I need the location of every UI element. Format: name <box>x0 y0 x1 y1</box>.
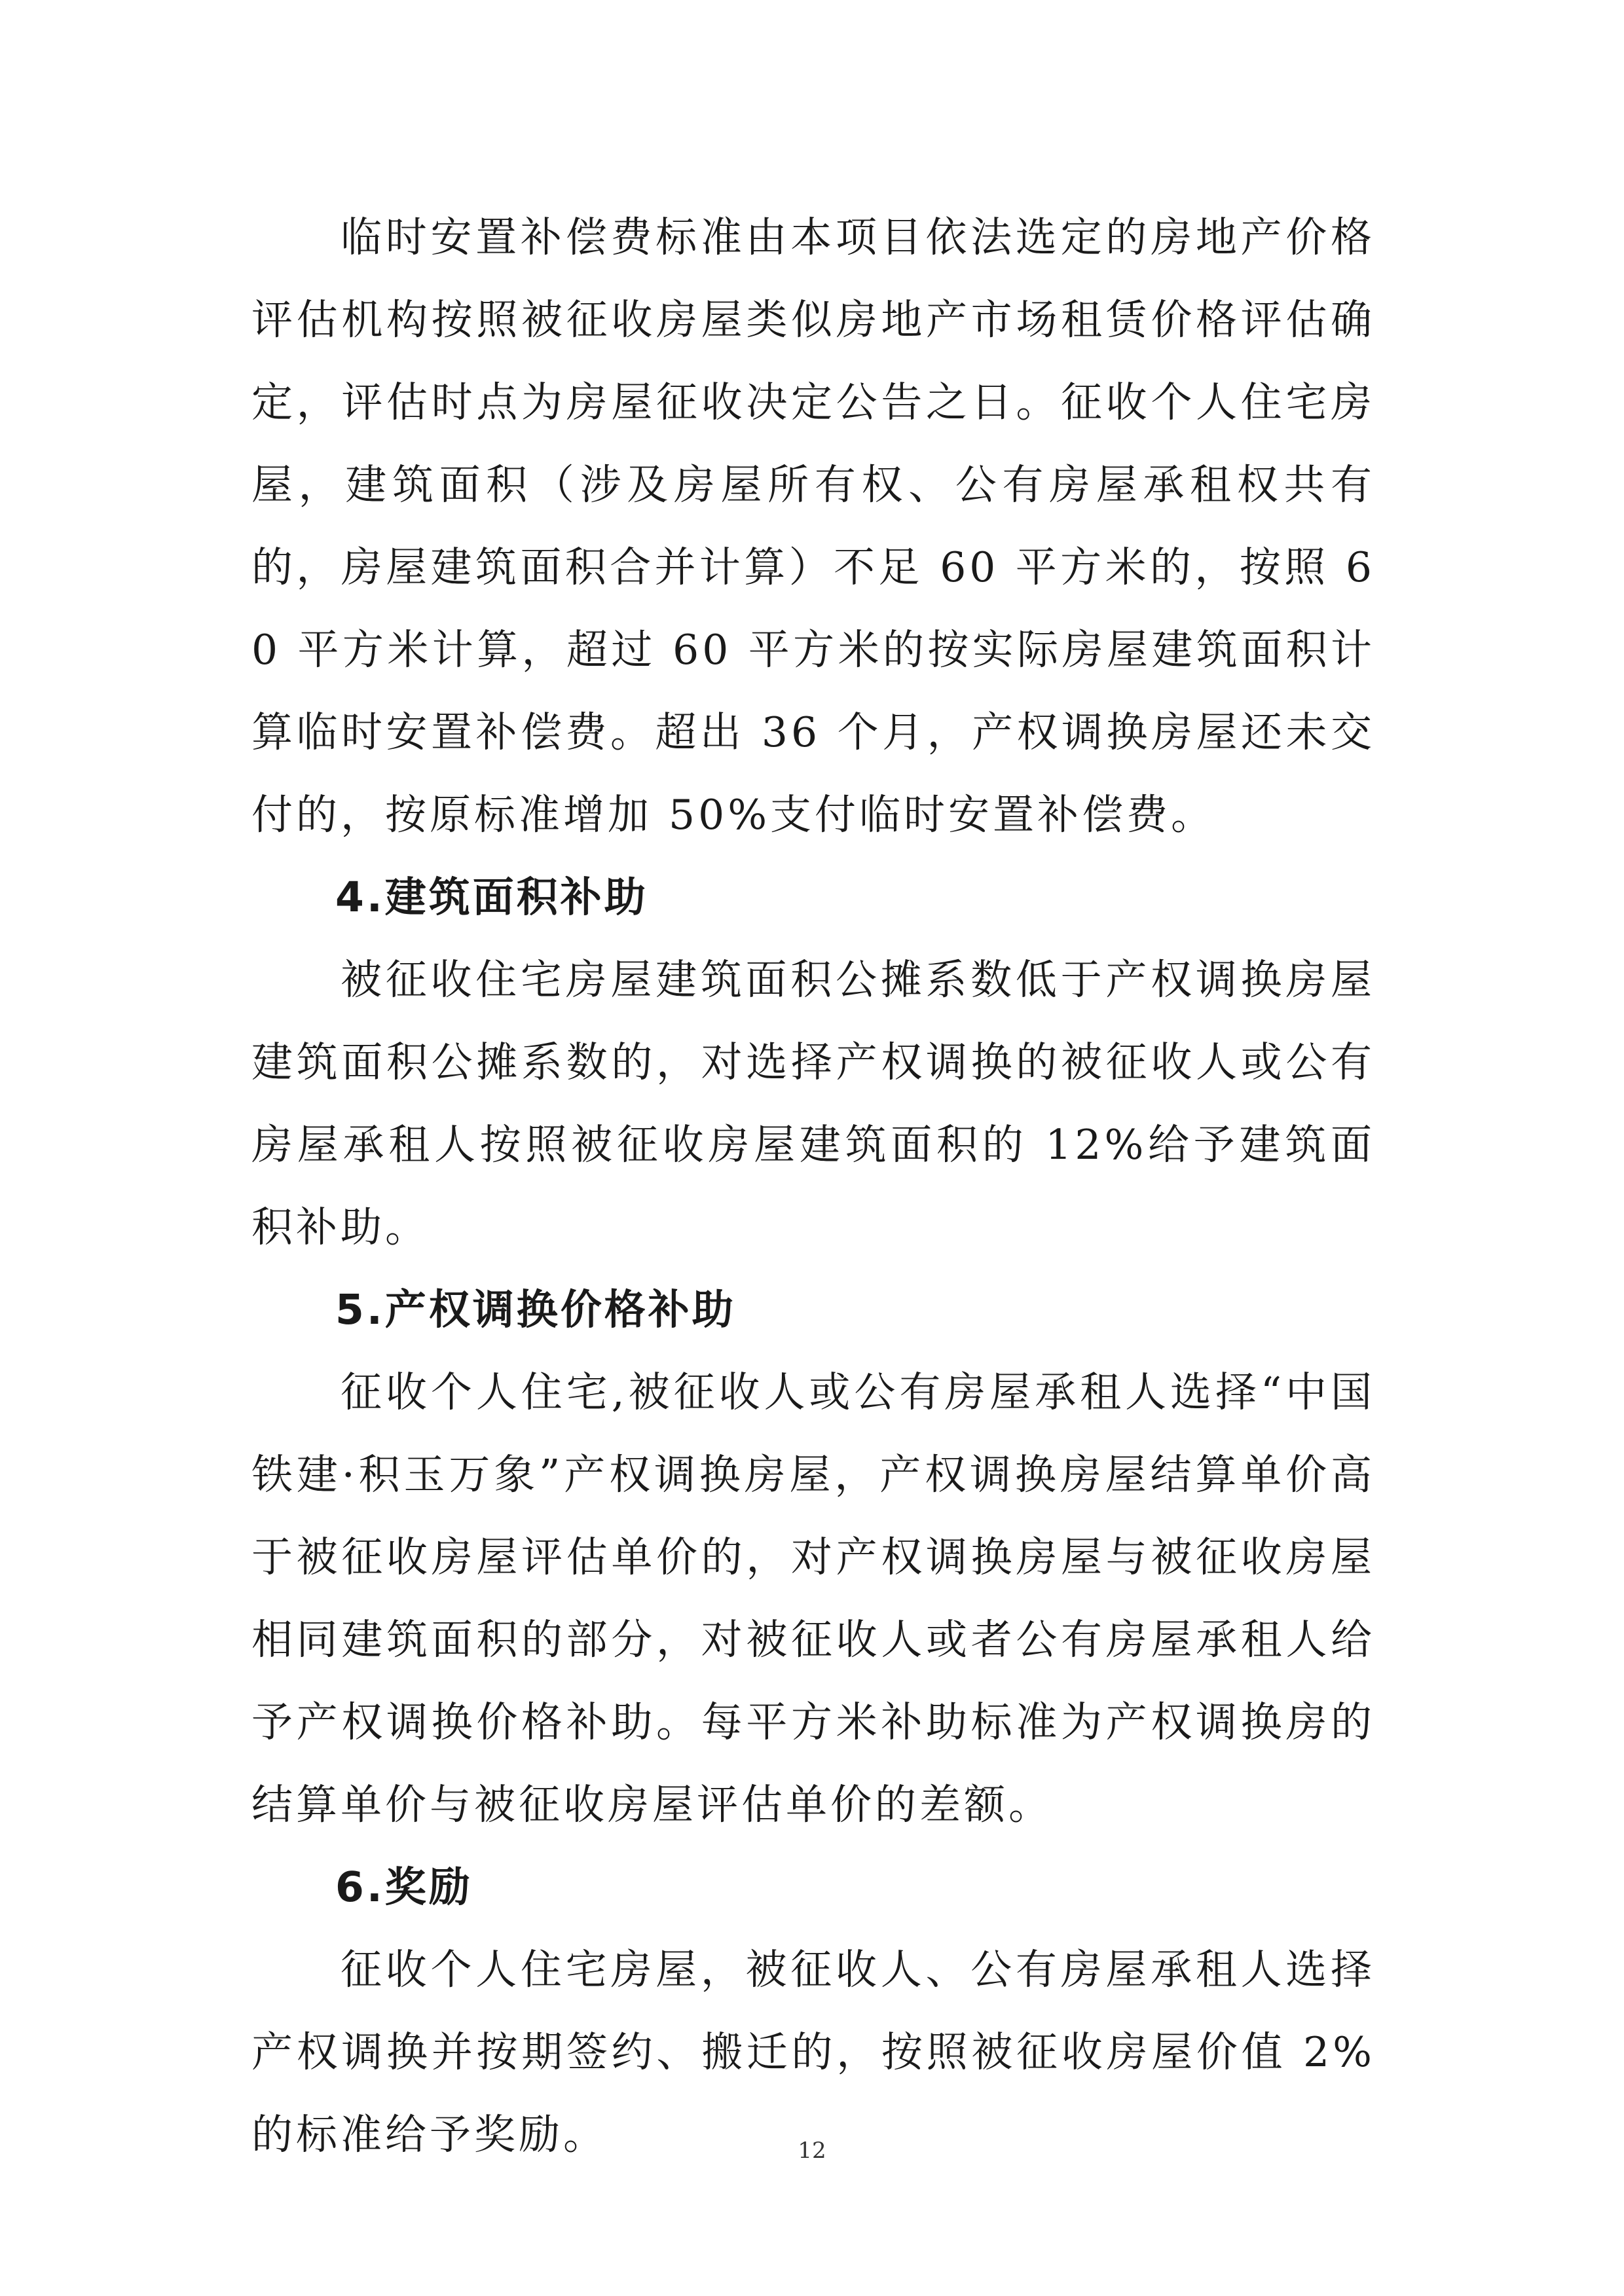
paragraph-exchange-price-subsidy: 征收个人住宅,被征收人或公有房屋承租人选择“中国铁建·积玉万象”产权调换房屋，产权调换房屋结算单价高于被征收房屋评估单价的，对产权调换房屋与被征收房屋相同建筑面积的部分，对被征收人或者公有房屋承租人给予产权调换价格补助。每平方米补助标准为产权调换房的结算单价与被征收房屋评估单价的差额。 <box>251 1368 1375 1829</box>
page-number: 12 <box>798 2138 826 2164</box>
heading-exchange-price-subsidy: 5.产权调换价格补助 <box>335 1286 736 1334</box>
document-body <box>251 196 1375 2176</box>
paragraph-reward: 征收个人住宅房屋，被征收人、公有房屋承租人选择产权调换并按期签约、搬迁的，按照被征收房屋价值 2%的标准给予奖励。 <box>251 1946 1375 2159</box>
paragraph-floor-area-subsidy: 被征收住宅房屋建筑面积公摊系数低于产权调换房屋建筑面积公摊系数的，对选择产权调换的被征收人或公有房屋承租人按照被征收房屋建筑面积的 12%给予建筑面积补助。 <box>251 956 1375 1251</box>
heading-floor-area-subsidy: 4.建筑面积补助 <box>335 873 648 921</box>
paragraph-temporary-resettlement: 临时安置补偿费标准由本项目依法选定的房地产价格评估机构按照被征收房屋类似房地产市场租赁价格评估确定，评估时点为房屋征收决定公告之日。征收个人住宅房屋，建筑面积（涉及房屋所有权、公有房屋承租权共有的，房屋建筑面积合并计算）不足 60 平方米的，按照 60 平方米计算，超过 60 平方米的按实际房屋建筑面积计算临时安置补偿费。超出 36 个月，产权调换房屋还未交付的，按原标准增加 50%支付临时安置补偿费。 <box>251 213 1375 839</box>
heading-reward: 6.奖励 <box>335 1863 473 1911</box>
